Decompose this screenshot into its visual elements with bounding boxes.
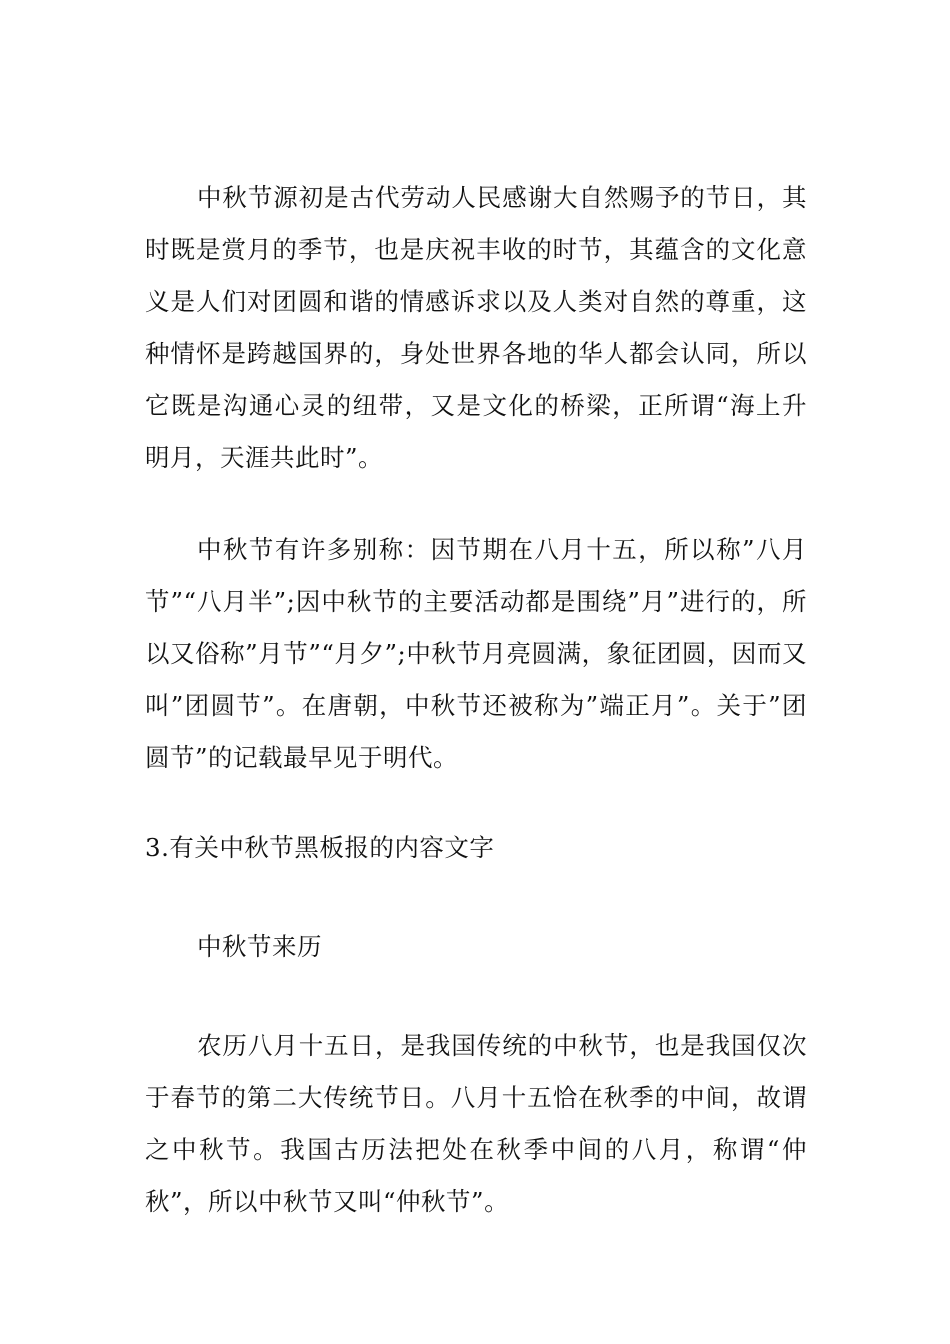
section-subheading: 中秋节来历: [197, 932, 322, 961]
paragraph-other-names: 中秋节有许多别称：因节期在八月十五，所以称”八月节”“八月半”;因中秋节的主要活动都是围绕”月”进行的，所以又俗称”月节”“月夕”;中秋节月亮圆满，象征团圆，因而又叫”团圆节”。在唐朝，中秋节还被称为”端正月”。关于”团圆节”的记载最早见于明代。: [145, 535, 807, 772]
paragraph-history: 农历八月十五日，是我国传统的中秋节，也是我国仅次于春节的第二大传统节日。八月十五恰在秋季的中间，故谓之中秋节。我国古历法把处在秋季中间的八月，称谓“仲秋”，所以中秋节又叫“仲秋节”。: [145, 1031, 807, 1216]
section-heading: 3.有关中秋节黑板报的内容文字: [145, 833, 495, 862]
paragraph-origin: 中秋节源初是古代劳动人民感谢大自然赐予的节日，其时既是赏月的季节，也是庆祝丰收的时节，其蕴含的文化意义是人们对团圆和谐的情感诉求以及人类对自然的尊重，这种情怀是跨越国界的，身处世界各地的华人都会认同，所以它既是沟通心灵的纽带，又是文化的桥梁，正所谓“海上升明月，天涯共此时”。: [145, 183, 807, 472]
